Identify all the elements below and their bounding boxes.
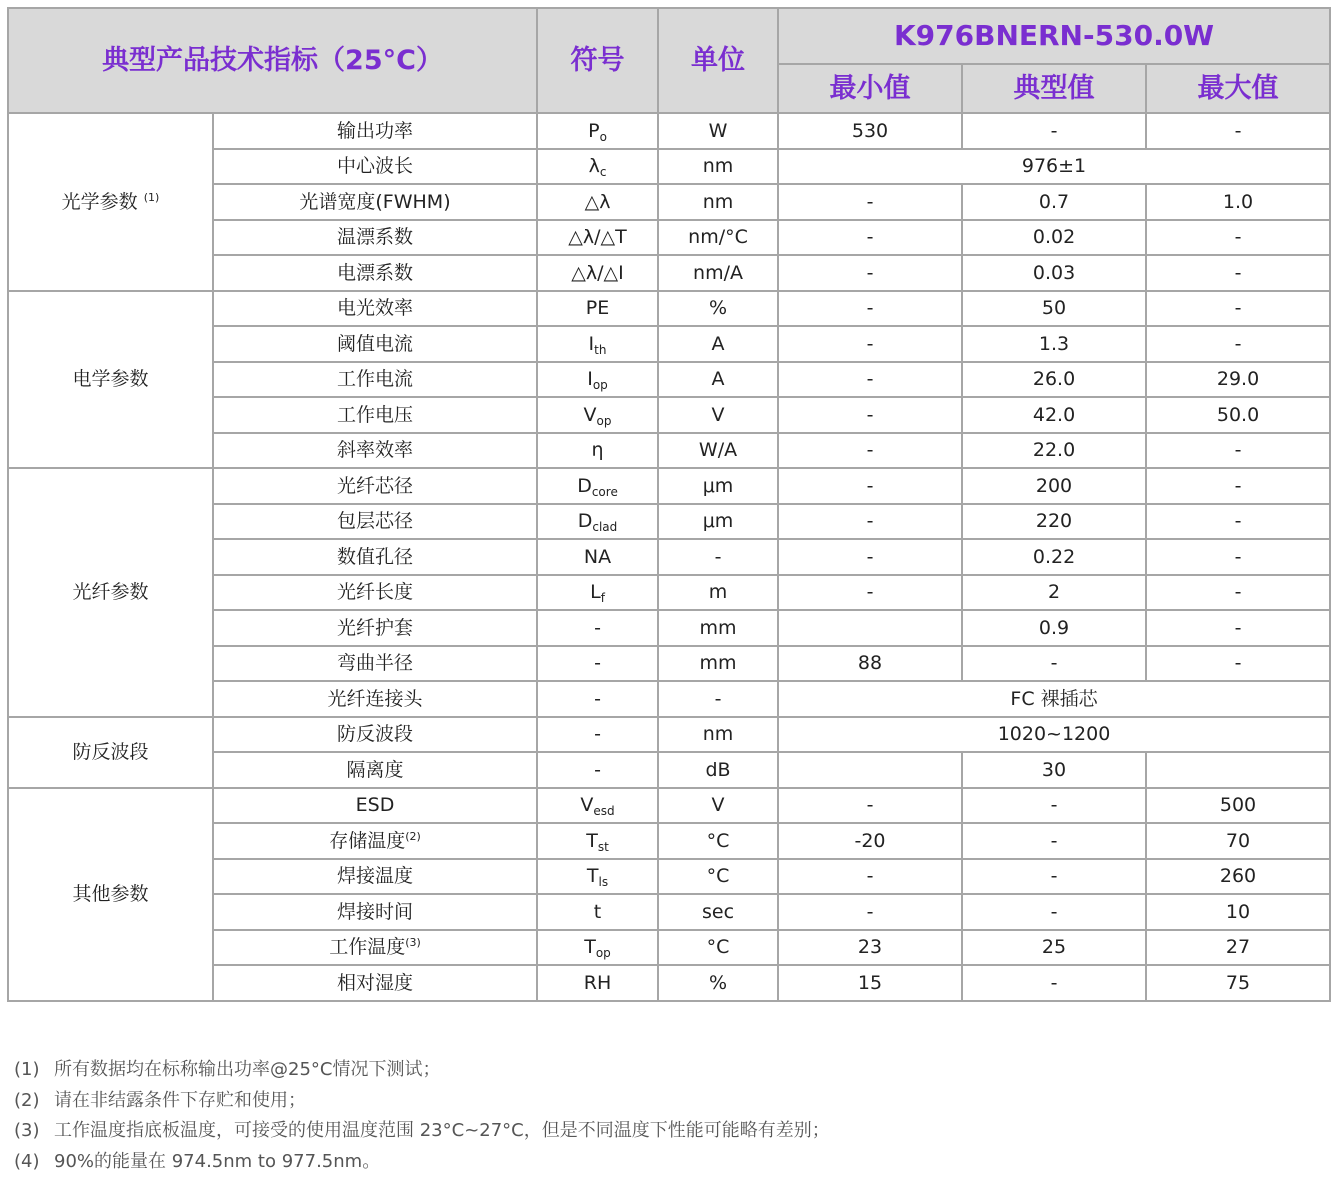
header-symbol: 符号 <box>537 8 658 113</box>
value-min: - <box>778 788 962 824</box>
param-name-text: 数值孔径 <box>337 545 414 568</box>
param-symbol <box>537 717 658 753</box>
param-symbol <box>537 504 658 540</box>
value-max: - <box>1146 610 1330 646</box>
value-typ: - <box>962 788 1146 824</box>
value-merged: 976±1 <box>778 149 1330 185</box>
param-name-text: 光纤连接头 <box>327 687 423 710</box>
param-symbol-text: - <box>594 616 601 639</box>
footnote-text: 工作温度指底板温度，可接受的使用温度范围 23°C~27°C，但是不同温度下性能可能略有差别； <box>54 1120 830 1141</box>
param-name-text: 防反波段 <box>337 723 414 746</box>
param-symbol-text: η <box>591 439 604 462</box>
value-max: - <box>1146 433 1330 469</box>
value-min: - <box>778 539 962 575</box>
value-max: 500 <box>1146 788 1330 824</box>
group-name: 电学参数 <box>72 368 149 391</box>
param-name-text: 焊接时间 <box>337 900 414 923</box>
param-symbol-text: - <box>594 687 601 710</box>
value-max: - <box>1146 504 1330 540</box>
param-name-text: 中心波长 <box>337 155 414 178</box>
param-name-text: ESD <box>355 794 395 817</box>
value-max: 70 <box>1146 823 1330 859</box>
param-name-text: 相对湿度 <box>337 971 414 994</box>
header-unit: 单位 <box>658 8 778 113</box>
footnote-text: 90%的能量在 974.5nm to 977.5nm。 <box>54 1150 381 1172</box>
value-typ: 0.22 <box>962 539 1146 575</box>
param-name <box>213 717 537 753</box>
value-max: 10 <box>1146 894 1330 930</box>
param-name <box>213 539 537 575</box>
param-unit: nm/°C <box>658 220 778 256</box>
header-model: K976BNERN-530.0W <box>778 8 1330 64</box>
param-symbol <box>537 220 658 256</box>
header-max: 最大值 <box>1146 64 1330 113</box>
param-symbol <box>537 362 658 398</box>
param-name-text: 电光效率 <box>337 297 414 320</box>
value-typ: 50 <box>962 291 1146 327</box>
param-symbol-text: I <box>587 368 593 391</box>
param-footnote-ref: (3) <box>405 936 421 950</box>
value-min <box>778 610 962 646</box>
table-row <box>8 717 1330 753</box>
value-max: - <box>1146 539 1330 575</box>
value-min: - <box>778 504 962 540</box>
footnote <box>14 1055 830 1086</box>
param-symbol-text: RH <box>583 971 612 994</box>
value-typ: 200 <box>962 468 1146 504</box>
param-symbol-text: - <box>594 758 601 781</box>
param-name-text: 光纤护套 <box>337 616 414 639</box>
param-name <box>213 149 537 185</box>
table-row <box>8 788 1330 824</box>
footnote-number: (2) <box>14 1089 40 1111</box>
param-name <box>213 468 537 504</box>
param-unit: mm <box>658 610 778 646</box>
param-unit: V <box>658 397 778 433</box>
value-min: - <box>778 397 962 433</box>
footnote <box>14 1116 830 1147</box>
param-name-text: 工作温度 <box>329 936 406 959</box>
param-symbol-subscript: esd <box>593 804 615 819</box>
param-name <box>213 504 537 540</box>
group-label <box>8 291 213 469</box>
value-min: - <box>778 894 962 930</box>
value-min: - <box>778 255 962 291</box>
value-min: - <box>778 468 962 504</box>
param-name <box>213 433 537 469</box>
param-symbol-text: T <box>586 865 599 888</box>
param-unit: nm <box>658 717 778 753</box>
param-name <box>213 362 537 398</box>
param-unit: - <box>658 681 778 717</box>
footnote-number: (3) <box>14 1120 40 1141</box>
param-symbol-subscript: th <box>594 342 607 357</box>
param-unit: A <box>658 326 778 362</box>
param-name <box>213 184 537 220</box>
param-name-text: 工作电流 <box>337 368 414 391</box>
value-max: - <box>1146 646 1330 682</box>
value-min: - <box>778 859 962 895</box>
param-symbol-text: NA <box>583 545 612 568</box>
param-symbol <box>537 468 658 504</box>
param-symbol-text: T <box>584 936 596 959</box>
param-unit: °C <box>658 859 778 895</box>
header-typ: 典型值 <box>962 64 1146 113</box>
param-unit: μm <box>658 504 778 540</box>
param-symbol-text: △λ <box>584 190 611 213</box>
param-symbol <box>537 326 658 362</box>
param-name <box>213 326 537 362</box>
footnote <box>14 1147 830 1178</box>
header-min: 最小值 <box>778 64 962 113</box>
param-name <box>213 788 537 824</box>
value-max <box>1146 752 1330 788</box>
param-symbol-subscript: clad <box>592 520 618 535</box>
group-name: 其他参数 <box>72 883 149 905</box>
value-merged: 1020~1200 <box>778 717 1330 753</box>
param-name-text: 光纤长度 <box>337 581 414 604</box>
param-name <box>213 646 537 682</box>
value-max: - <box>1146 468 1330 504</box>
param-symbol-subscript: st <box>597 839 609 854</box>
param-name <box>213 397 537 433</box>
param-symbol-subscript: op <box>595 946 611 961</box>
param-name-text: 隔离度 <box>346 758 404 781</box>
param-name-text: 弯曲半径 <box>337 652 414 675</box>
param-symbol <box>537 823 658 859</box>
param-symbol <box>537 575 658 611</box>
param-symbol <box>537 930 658 966</box>
group-label <box>8 113 213 291</box>
param-symbol-text: △λ/△T <box>568 226 627 249</box>
param-symbol-text: V <box>580 794 594 817</box>
param-symbol-subscript: core <box>591 484 618 499</box>
param-name-text: 温漂系数 <box>337 226 414 249</box>
footnote-text: 请在非结露条件下存贮和使用； <box>54 1089 306 1111</box>
param-name-text: 包层芯径 <box>337 510 414 533</box>
param-unit: dB <box>658 752 778 788</box>
param-symbol <box>537 291 658 327</box>
param-name <box>213 113 537 149</box>
value-max: 75 <box>1146 965 1330 1001</box>
param-symbol-text: L <box>590 581 601 604</box>
value-typ: 25 <box>962 930 1146 966</box>
param-name <box>213 610 537 646</box>
param-symbol-text: P <box>588 119 600 142</box>
group-name: 光学参数 <box>61 190 138 213</box>
param-symbol-subscript: f <box>600 591 605 606</box>
value-max: - <box>1146 113 1330 149</box>
header-title: 典型产品技术指标（25°C） <box>8 8 537 113</box>
value-max: 50.0 <box>1146 397 1330 433</box>
param-name-text: 光谱宽度(FWHM) <box>299 190 451 213</box>
value-typ: 1.3 <box>962 326 1146 362</box>
param-name-text: 工作电压 <box>337 403 414 426</box>
param-name-text: 光纤芯径 <box>337 474 414 497</box>
spec-table-body <box>8 113 1330 1001</box>
value-typ: 30 <box>962 752 1146 788</box>
param-name <box>213 291 537 327</box>
param-symbol-text: D <box>577 510 593 533</box>
param-symbol <box>537 894 658 930</box>
param-symbol <box>537 149 658 185</box>
footnote-text: 所有数据均在标称输出功率@25°C情况下测试； <box>54 1059 441 1080</box>
value-max: 29.0 <box>1146 362 1330 398</box>
param-symbol <box>537 397 658 433</box>
value-max: - <box>1146 575 1330 611</box>
value-max: - <box>1146 255 1330 291</box>
value-max: 1.0 <box>1146 184 1330 220</box>
value-min: - <box>778 575 962 611</box>
param-unit: nm/A <box>658 255 778 291</box>
param-symbol-text: I <box>588 332 595 355</box>
group-footnote-ref: (1) <box>143 190 160 204</box>
param-name <box>213 752 537 788</box>
value-typ: - <box>962 113 1146 149</box>
param-symbol <box>537 859 658 895</box>
param-symbol-text: V <box>583 403 597 426</box>
value-typ: 0.02 <box>962 220 1146 256</box>
group-label <box>8 788 213 1001</box>
param-symbol <box>537 788 658 824</box>
value-max: - <box>1146 220 1330 256</box>
param-unit: W <box>658 113 778 149</box>
spec-table <box>7 7 1331 1002</box>
param-symbol <box>537 965 658 1001</box>
param-unit: mm <box>658 646 778 682</box>
param-unit: % <box>658 291 778 327</box>
param-symbol <box>537 113 658 149</box>
value-min: 23 <box>778 930 962 966</box>
param-unit: W/A <box>658 433 778 469</box>
value-min <box>778 752 962 788</box>
value-typ: - <box>962 823 1146 859</box>
table-row <box>8 468 1330 504</box>
group-name: 防反波段 <box>72 741 149 763</box>
value-typ: - <box>962 859 1146 895</box>
param-unit: °C <box>658 930 778 966</box>
param-symbol-text: λ <box>588 155 600 178</box>
value-min: 88 <box>778 646 962 682</box>
param-symbol-text: PE <box>585 297 610 320</box>
value-min: - <box>778 326 962 362</box>
table-row <box>8 291 1330 327</box>
param-unit: % <box>658 965 778 1001</box>
param-symbol-subscript: c <box>599 165 607 180</box>
param-unit: nm <box>658 149 778 185</box>
param-symbol <box>537 255 658 291</box>
value-merged: FC 裸插芯 <box>778 681 1330 717</box>
value-typ: 0.7 <box>962 184 1146 220</box>
value-typ: 42.0 <box>962 397 1146 433</box>
group-label <box>8 717 213 788</box>
param-symbol-text: - <box>594 652 601 675</box>
value-typ: 26.0 <box>962 362 1146 398</box>
param-symbol <box>537 646 658 682</box>
value-max: 260 <box>1146 859 1330 895</box>
param-name <box>213 930 537 966</box>
param-name-text: 焊接温度 <box>337 865 414 888</box>
param-unit: V <box>658 788 778 824</box>
value-min: 530 <box>778 113 962 149</box>
value-typ: - <box>962 965 1146 1001</box>
param-symbol-subscript: o <box>599 129 607 144</box>
value-typ: - <box>962 646 1146 682</box>
value-min: - <box>778 362 962 398</box>
value-min: - <box>778 291 962 327</box>
value-min: - <box>778 184 962 220</box>
param-unit: μm <box>658 468 778 504</box>
value-typ: 22.0 <box>962 433 1146 469</box>
param-unit: °C <box>658 823 778 859</box>
footnotes <box>14 1055 830 1177</box>
param-name <box>213 681 537 717</box>
param-symbol <box>537 433 658 469</box>
param-symbol <box>537 539 658 575</box>
param-symbol <box>537 752 658 788</box>
param-symbol-text: D <box>577 474 592 497</box>
value-typ: 220 <box>962 504 1146 540</box>
param-name <box>213 965 537 1001</box>
value-typ: 0.9 <box>962 610 1146 646</box>
value-max: - <box>1146 326 1330 362</box>
param-unit: A <box>658 362 778 398</box>
param-unit: nm <box>658 184 778 220</box>
param-name <box>213 575 537 611</box>
param-name <box>213 859 537 895</box>
param-name <box>213 220 537 256</box>
param-symbol-text: t <box>593 900 602 923</box>
value-max: 27 <box>1146 930 1330 966</box>
value-min: - <box>778 433 962 469</box>
param-symbol-text: T <box>586 829 598 852</box>
table-row <box>8 113 1330 149</box>
param-name <box>213 255 537 291</box>
group-label <box>8 468 213 717</box>
footnote-number: (1) <box>14 1059 40 1080</box>
param-symbol <box>537 184 658 220</box>
value-max: - <box>1146 291 1330 327</box>
param-footnote-ref: (2) <box>405 829 421 843</box>
value-typ: 2 <box>962 575 1146 611</box>
param-symbol <box>537 610 658 646</box>
footnote <box>14 1086 830 1117</box>
param-symbol <box>537 681 658 717</box>
value-min: 15 <box>778 965 962 1001</box>
param-name-text: 阈值电流 <box>337 332 414 355</box>
param-unit: - <box>658 539 778 575</box>
value-typ: - <box>962 894 1146 930</box>
param-symbol-subscript: op <box>592 378 608 393</box>
param-name <box>213 823 537 859</box>
param-name-text: 斜率效率 <box>337 439 414 462</box>
param-symbol-subscript: ls <box>598 875 609 890</box>
value-min: -20 <box>778 823 962 859</box>
param-unit: sec <box>658 894 778 930</box>
param-name-text: 输出功率 <box>337 119 414 142</box>
group-name: 光纤参数 <box>72 581 149 604</box>
param-symbol-subscript: op <box>596 413 612 428</box>
param-name <box>213 894 537 930</box>
param-symbol-text: - <box>594 723 601 746</box>
param-name-text: 存储温度 <box>329 829 406 852</box>
value-min: - <box>778 220 962 256</box>
value-typ: 0.03 <box>962 255 1146 291</box>
param-symbol-text: △λ/△I <box>571 261 624 284</box>
footnote-number: (4) <box>14 1150 40 1172</box>
param-unit: m <box>658 575 778 611</box>
param-name-text: 电漂系数 <box>337 261 414 284</box>
